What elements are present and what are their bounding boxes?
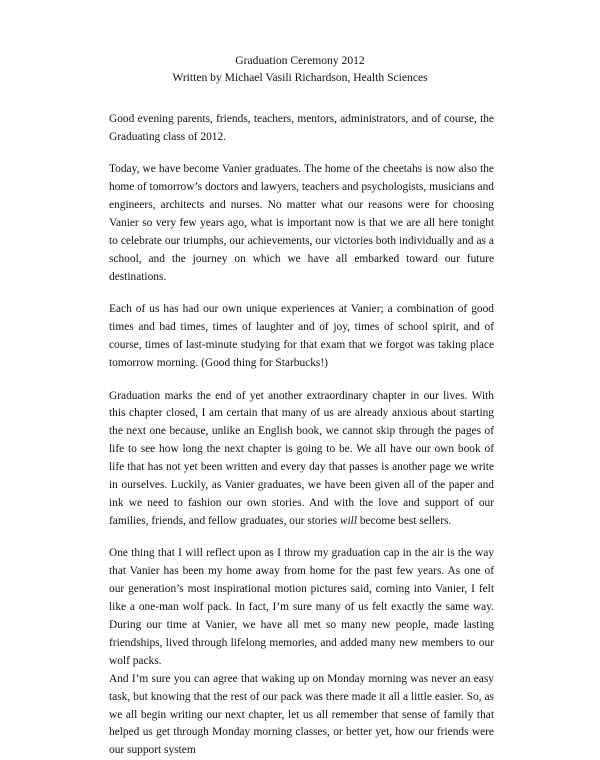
document-byline: Written by Michael Vasili Richardson, Health Sciences: [172, 71, 428, 84]
paragraph-monday: And I’m sure you can agree that waking up on Monday morning was never an easy task, but knowing that the rest of our pack was there made it all a little easier. So, as we all begin writing our next chapter, let us all remember that sense of family that helped us get through Monday morning classes, or better yet, how our friends were our support system: [109, 672, 494, 757]
paragraph-chapter-emphasis: will: [339, 514, 358, 527]
paragraph-wolf-pack: One thing that I will reflect upon as I throw my graduation cap in the air is the way that Vanier has been my home away from home for the past few years. As one of our generation’s most inspirational motion pictures said, coming into Vanier, I felt like a one-man wolf pack. In fact, I’m sure many of us felt exactly the same way. During our time at Vanier, we have all met so many new people, made lasting friendships, lived through lifelong memories, and added many new members to our wolf packs.: [109, 547, 494, 667]
document-header: [0, 52, 600, 86]
document-title: Graduation Ceremony 2012: [235, 54, 365, 67]
paragraph-chapter-text: Graduation marks the end of yet another extraordinary chapter in our lives. With this chapter closed, I am certain that many of us are already anxious about starting the next one because, unlike an English book, we cannot skip through the pages of life to see how long the next chapter is going to be. We all have our own book of life that has not yet been written and every day that passes is another page we write in ourselves. Luckily, as Vanier graduates, we have been given all of the paper and ink we need to fashion our own stories. And with the love and support of our families, friends, and fellow graduates, our stories: [109, 389, 494, 527]
paragraph-graduates: Today, we have become Vanier graduates. The home of the cheetahs is now also the home of tomorrow’s doctors and lawyers, teachers and psychologists, musicians and engineers, architects and nurses. No matter what our reasons were for choosing Vanier so very few years ago, what is important now is that we are all here tonight to celebrate our triumphs, our achievements, our victories both individually and as a school, and the journey on which we have all embarked toward our future destinations.: [109, 163, 494, 283]
paragraph-chapter-ending: become best sellers.: [357, 514, 452, 527]
paragraph-experiences: Each of us has had our own unique experiences at Vanier; a combination of good times and bad times, times of laughter and of joy, times of school spirit, and of course, times of last-minute studying for that exam that we forgot was taking place tomorrow morning. (Good thing for Starbucks!): [109, 303, 494, 370]
paragraph-greeting: Good evening parents, friends, teachers, mentors, administrators, and of course, the Graduating class of 2012.: [109, 113, 494, 143]
paragraph-chapter: [109, 388, 494, 531]
speech-body: [109, 111, 494, 760]
